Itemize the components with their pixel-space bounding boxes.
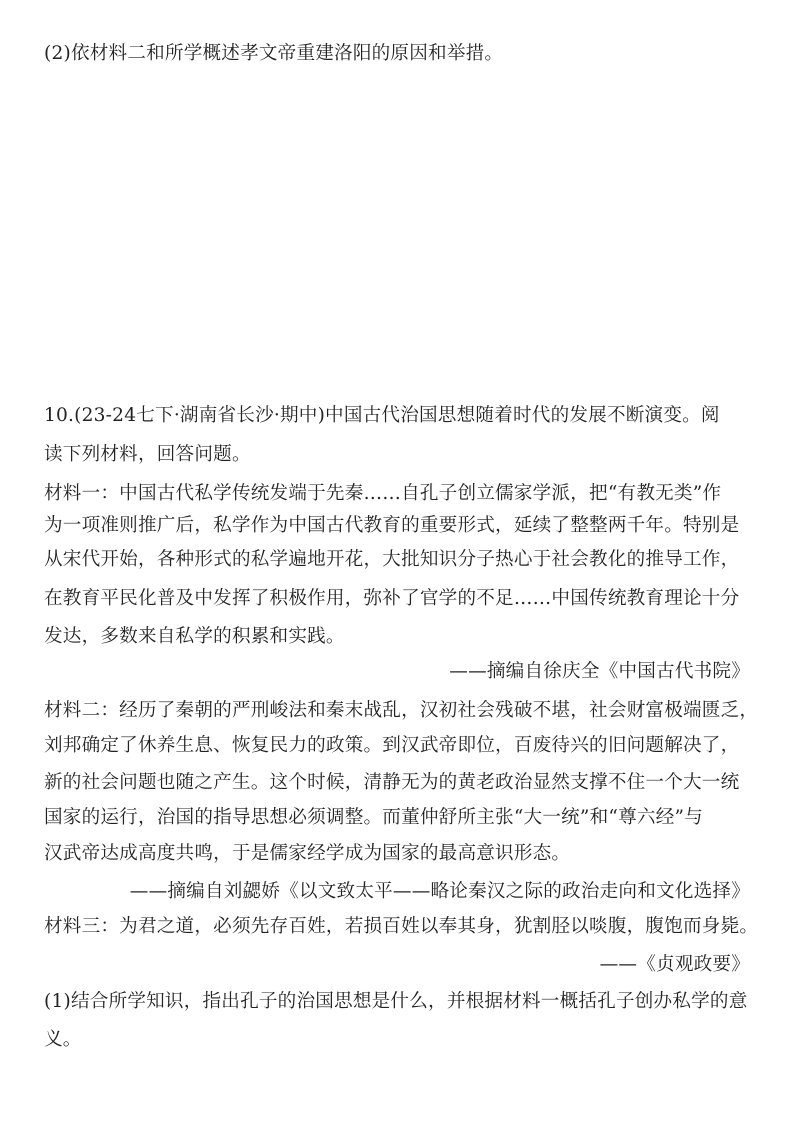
material-1-line: 材料一：中国古代私学传统发端于先秦……自孔子创立儒家学派，把“有教无类”作 (44, 483, 722, 504)
material-1-line: 发达，多数来自私学的积累和实践。 (44, 626, 345, 647)
material-2-line: 材料二：经历了秦朝的严刑峻法和秦末战乱，汉初社会残破不堪，社会财富极端匮乏， (44, 700, 759, 721)
material-2-line: 新的社会问题也随之产生。这个时候，清静无为的黄老政治显然支撑不住一个大一统 (44, 772, 740, 793)
material-1-line: 从宋代开始，各种形式的私学遍地开花，大批知识分子热心于社会教化的推导工作， (44, 549, 740, 570)
question-10-stem-line-1: 10.(23-24七下·湖南省长沙·期中)中国古代治国思想随着时代的发展不断演变。阅 (44, 405, 720, 426)
question-10-stem-line-2: 读下列材料，回答问题。 (44, 444, 251, 465)
material-1-line: 在教育平民化普及中发挥了积极作用，弥补了官学的不足……中国传统教育理论十分 (44, 588, 740, 609)
question-10-part-1-line-1: (1)结合所学知识，指出孔子的治国思想是什么，并根据材料一概括孔子创办私学的意 (44, 991, 748, 1012)
question-9-part-2: (2)依材料二和所学概述孝文帝重建洛阳的原因和举措。 (44, 43, 504, 64)
blank-answer-area (44, 76, 750, 396)
material-3-source: ——《贞观政要》 (599, 954, 750, 975)
question-10-part-1-line-2: 义。 (44, 1029, 82, 1050)
material-2-line: 刘邦确定了休养生息、恢复民力的政策。到汉武帝即位，百废待兴的旧问题解决了， (44, 735, 740, 756)
material-1-source: ——摘编自徐庆全《中国古代书院》 (449, 661, 750, 682)
material-1-line: 为一项准则推广后，私学作为中国古代教育的重要形式，延续了整整两千年。特别是 (44, 515, 740, 536)
material-2-source: ——摘编自刘勰娇《以文致太平——略论秦汉之际的政治走向和文化选择》 (129, 881, 750, 902)
material-2-line: 汉武帝达成高度共鸣，于是儒家经学成为国家的最高意识形态。 (44, 843, 571, 864)
material-3-line: 材料三：为君之道，必须先存百姓，若损百姓以奉其身，犹割胫以啖腹，腹饱而身毙。 (44, 916, 759, 937)
material-2-line: 国家的运行，治国的指导思想必须调整。而董仲舒所主张“大一统”和“尊六经”与 (44, 807, 704, 828)
